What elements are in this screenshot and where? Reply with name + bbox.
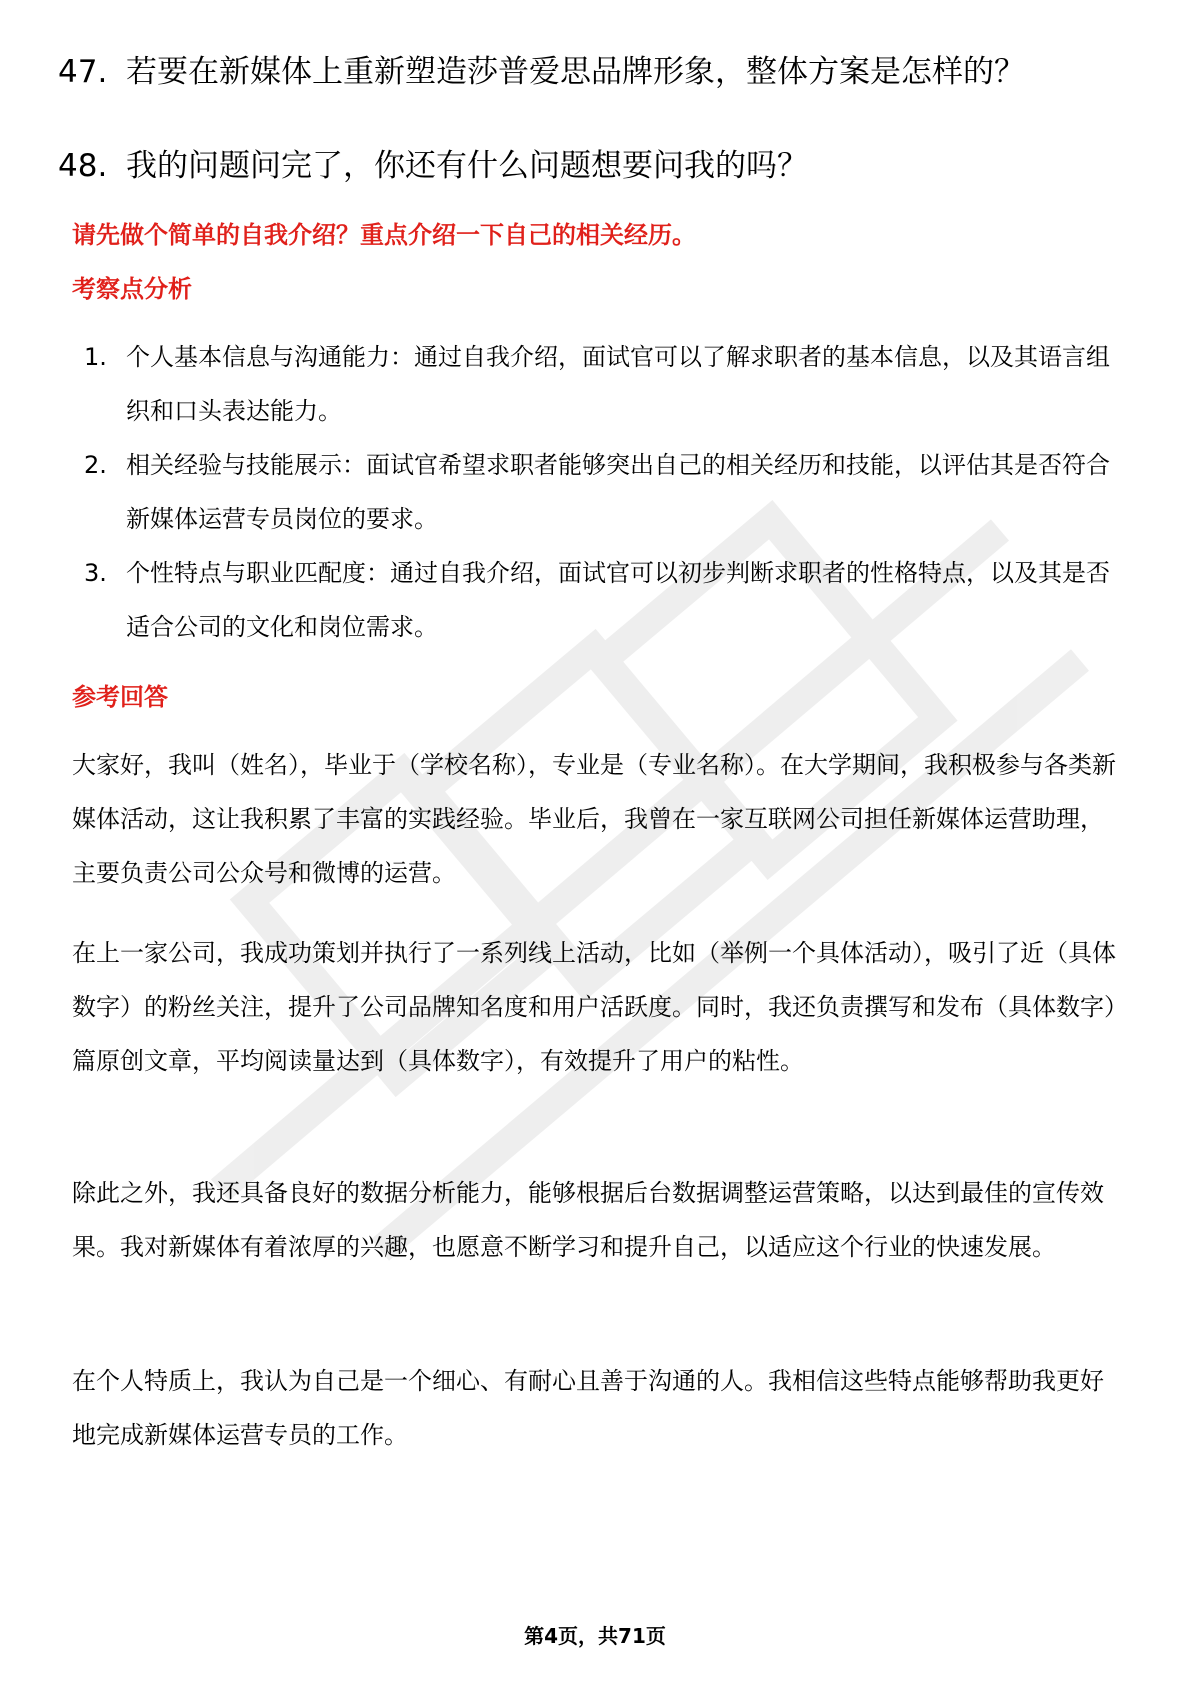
analysis-item-text: 个人基本信息与沟通能力：通过自我介绍，面试官可以了解求职者的基本信息，以及其语言组织和口头表达能力。 <box>126 343 1110 425</box>
analysis-item-number: 1. <box>84 343 107 371</box>
answer-paragraph: 在上一家公司，我成功策划并执行了一系列线上活动，比如（举例一个具体活动），吸引了近（具体数字）的粉丝关注，提升了公司品牌知名度和用户活跃度。同时，我还负责撰写和发布（具体数字）篇原创文章，平均阅读量达到（具体数字），有效提升了用户的粘性。 <box>72 939 1116 1075</box>
answer-paragraph: 大家好，我叫（姓名），毕业于（学校名称），专业是（专业名称）。在大学期间，我积极参与各类新媒体活动，这让我积累了丰富的实践经验。毕业后，我曾在一家互联网公司担任新媒体运营助理，主要负责公司公众号和微博的运营。 <box>72 751 1116 887</box>
answer-heading: 参考回答 <box>72 683 168 711</box>
page-footer: 第4页，共71页 <box>524 1624 666 1648</box>
analysis-item-text: 相关经验与技能展示：面试官希望求职者能够突出自己的相关经历和技能，以评估其是否符合新媒体运营专员岗位的要求。 <box>126 451 1110 533</box>
answer-paragraph: 在个人特质上，我认为自己是一个细心、有耐心且善于沟通的人。我相信这些特点能够帮助我更好地完成新媒体运营专员的工作。 <box>72 1367 1104 1449</box>
answer-paragraph: 除此之外，我还具备良好的数据分析能力，能够根据后台数据调整运营策略，以达到最佳的宣传效果。我对新媒体有着浓厚的兴趣，也愿意不断学习和提升自己，以适应这个行业的快速发展。 <box>72 1179 1104 1261</box>
analysis-heading: 考察点分析 <box>72 275 192 303</box>
question-text: 若要在新媒体上重新塑造莎普爱思品牌形象，整体方案是怎样的？ <box>126 54 1025 90</box>
question-47 <box>58 50 1025 94</box>
question-48 <box>58 144 808 188</box>
question-number: 48. <box>58 148 108 184</box>
question-number: 47. <box>58 54 108 90</box>
analysis-item-number: 3. <box>84 559 107 587</box>
question-text: 我的问题问完了，你还有什么问题想要问我的吗？ <box>126 148 808 184</box>
section-question-title: 请先做个简单的自我介绍？重点介绍一下自己的相关经历。 <box>72 221 696 249</box>
analysis-item-number: 2. <box>84 451 107 479</box>
analysis-item-text: 个性特点与职业匹配度：通过自我介绍，面试官可以初步判断求职者的性格特点，以及其是否适合公司的文化和岗位需求。 <box>126 559 1110 641</box>
